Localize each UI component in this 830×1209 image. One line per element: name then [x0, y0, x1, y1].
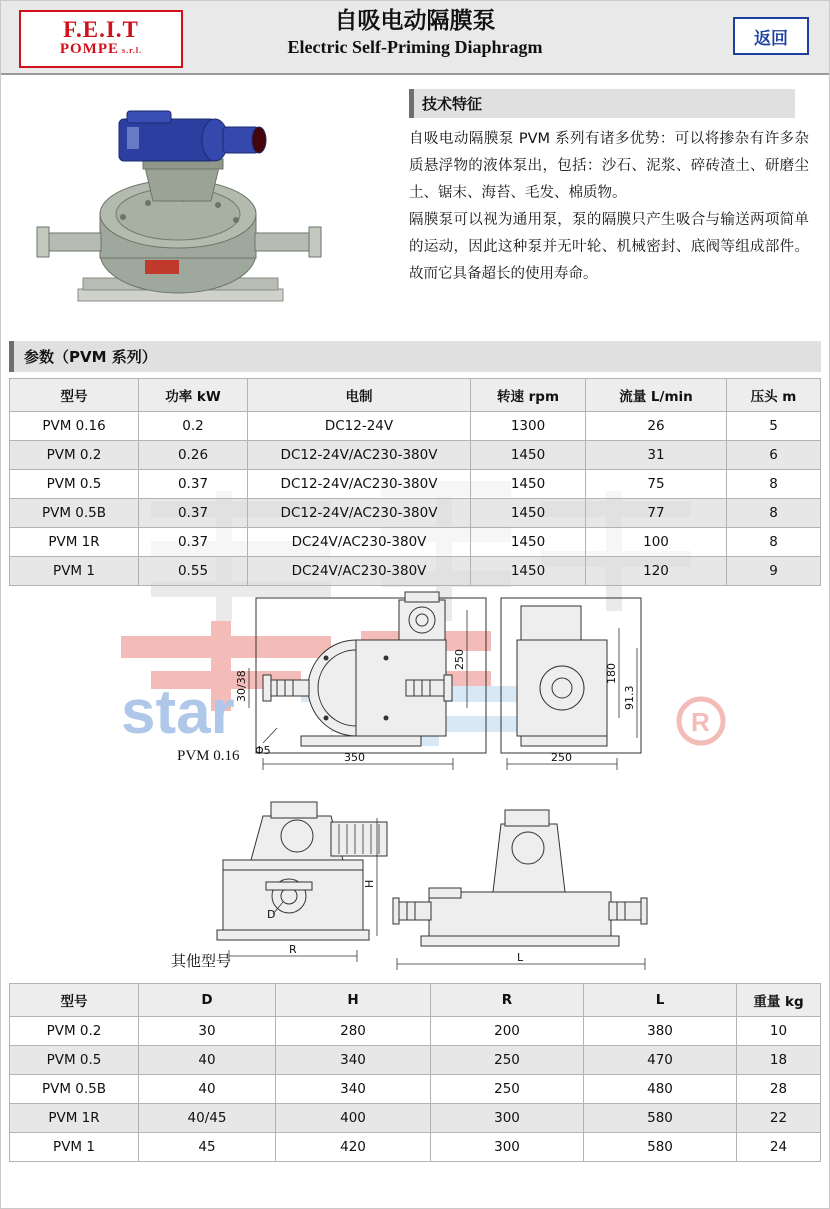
page-header — [1, 1, 829, 75]
dimensions-table — [9, 983, 821, 1162]
title-block — [1, 7, 829, 59]
col-l: L — [584, 984, 737, 1017]
cell-model: PVM 1 — [10, 1133, 139, 1162]
cell-model: PVM 0.5 — [10, 1046, 139, 1075]
cell-head: 8 — [727, 528, 821, 557]
cell-r: 300 — [431, 1133, 584, 1162]
cell-weight: 24 — [737, 1133, 821, 1162]
cell-model: PVM 0.5 — [10, 470, 139, 499]
cell-speed: 1450 — [471, 470, 586, 499]
page-title-en: Electric Self-Priming Diaphragm — [287, 37, 543, 57]
table-row — [10, 557, 821, 586]
col-d: D — [139, 984, 276, 1017]
cell-voltage: DC24V/AC230-380V — [248, 528, 471, 557]
col-flow: 流量 L/min — [586, 379, 727, 412]
cell-weight: 22 — [737, 1104, 821, 1133]
params-heading: 参数（PVM 系列） — [9, 341, 821, 372]
cell-l: 380 — [584, 1017, 737, 1046]
cell-speed: 1450 — [471, 499, 586, 528]
col-power: 功率 kW — [139, 379, 248, 412]
cell-l: 470 — [584, 1046, 737, 1075]
tech-paragraph-1: 自吸电动隔膜泵 PVM 系列有诸多优势：可以将掺杂有许多杂质悬浮物的液体泵出，包括：沙石、泥浆、碎砖渣土、研磨尘土、锯末、海苔、毛发、棉质物。 — [409, 131, 809, 201]
table-row — [10, 1133, 821, 1162]
cell-flow: 100 — [586, 528, 727, 557]
col-model: 型号 — [10, 379, 139, 412]
cell-model: PVM 0.5B — [10, 499, 139, 528]
svg-text:250: 250 — [453, 649, 466, 670]
cell-speed: 1450 — [471, 441, 586, 470]
svg-text:L: L — [517, 951, 524, 964]
tech-features-block — [409, 89, 809, 288]
cell-flow: 120 — [586, 557, 727, 586]
svg-text:D: D — [267, 908, 276, 921]
cell-power: 0.55 — [139, 557, 248, 586]
page-title-cn: 自吸电动隔膜泵 — [334, 8, 496, 34]
cell-speed: 1300 — [471, 412, 586, 441]
svg-text:30/38: 30/38 — [235, 670, 248, 702]
cell-weight: 28 — [737, 1075, 821, 1104]
svg-text:R: R — [691, 707, 710, 737]
cell-h: 420 — [276, 1133, 431, 1162]
params-table — [9, 378, 821, 586]
cell-head: 8 — [727, 499, 821, 528]
col-r: R — [431, 984, 584, 1017]
cell-d: 40/45 — [139, 1104, 276, 1133]
cell-h: 400 — [276, 1104, 431, 1133]
table-row — [10, 528, 821, 557]
cell-h: 280 — [276, 1017, 431, 1046]
col-weight: 重量 kg — [737, 984, 821, 1017]
cell-l: 580 — [584, 1133, 737, 1162]
cell-r: 200 — [431, 1017, 584, 1046]
technical-drawing-other-models — [1, 788, 830, 983]
cell-weight: 10 — [737, 1017, 821, 1046]
cell-flow: 75 — [586, 470, 727, 499]
cell-power: 0.37 — [139, 499, 248, 528]
drawing1-label: PVM 0.16 — [177, 748, 240, 764]
cell-weight: 18 — [737, 1046, 821, 1075]
logo-main-text: F.E.I.T — [63, 17, 139, 42]
col-voltage: 电制 — [248, 379, 471, 412]
cell-voltage: DC12-24V/AC230-380V — [248, 499, 471, 528]
table-row — [10, 499, 821, 528]
cell-head: 5 — [727, 412, 821, 441]
cell-d: 40 — [139, 1046, 276, 1075]
product-photo — [23, 93, 383, 333]
cell-r: 250 — [431, 1046, 584, 1075]
tech-features-heading: 技术特征 — [409, 89, 795, 118]
cell-d: 40 — [139, 1075, 276, 1104]
cell-speed: 1450 — [471, 557, 586, 586]
cell-voltage: DC12-24V/AC230-380V — [248, 470, 471, 499]
cell-h: 340 — [276, 1075, 431, 1104]
cell-r: 300 — [431, 1104, 584, 1133]
svg-text:R: R — [289, 943, 297, 956]
svg-text:star: star — [121, 678, 235, 747]
logo-sub-suffix: s.r.l. — [122, 46, 143, 55]
cell-model: PVM 1R — [10, 1104, 139, 1133]
cell-model: PVM 0.16 — [10, 412, 139, 441]
cell-head: 9 — [727, 557, 821, 586]
tech-paragraph-2: 隔膜泵可以视为通用泵，泵的隔膜只产生吸合与输送两项简单的运动，因此这种泵并无叶轮、机械密封、底阀等组成部件。故而它具备超长的使用寿命。 — [409, 212, 809, 282]
cell-head: 6 — [727, 441, 821, 470]
cell-voltage: DC12-24V/AC230-380V — [248, 441, 471, 470]
cell-h: 340 — [276, 1046, 431, 1075]
cell-speed: 1450 — [471, 528, 586, 557]
col-head: 压头 m — [727, 379, 821, 412]
technical-drawing-pvm016 — [1, 588, 830, 788]
table-row — [10, 1104, 821, 1133]
cell-power: 0.37 — [139, 528, 248, 557]
logo-sub-label: POMPE — [59, 41, 119, 57]
cell-power: 0.2 — [139, 412, 248, 441]
cell-model: PVM 1 — [10, 557, 139, 586]
cell-d: 30 — [139, 1017, 276, 1046]
cell-l: 580 — [584, 1104, 737, 1133]
svg-text:Φ5: Φ5 — [255, 744, 271, 757]
cell-model: PVM 0.2 — [10, 1017, 139, 1046]
cell-power: 0.26 — [139, 441, 248, 470]
cell-flow: 31 — [586, 441, 727, 470]
cell-d: 45 — [139, 1133, 276, 1162]
svg-text:250: 250 — [551, 751, 572, 764]
cell-l: 480 — [584, 1075, 737, 1104]
col-h: H — [276, 984, 431, 1017]
cell-voltage: DC12-24V — [248, 412, 471, 441]
table-row — [10, 470, 821, 499]
svg-text:H: H — [363, 879, 376, 888]
back-button[interactable]: 返回 — [733, 17, 809, 55]
col-model: 型号 — [10, 984, 139, 1017]
table-row — [10, 1046, 821, 1075]
drawing2-label: 其他型号 — [171, 952, 232, 970]
cell-head: 8 — [727, 470, 821, 499]
cell-r: 250 — [431, 1075, 584, 1104]
table-header-row — [10, 379, 821, 412]
table-header-row — [10, 984, 821, 1017]
svg-text:350: 350 — [344, 751, 365, 764]
cell-model: PVM 1R — [10, 528, 139, 557]
cell-flow: 26 — [586, 412, 727, 441]
tech-features-body — [409, 126, 809, 288]
cell-model: PVM 0.5B — [10, 1075, 139, 1104]
cell-flow: 77 — [586, 499, 727, 528]
table-row — [10, 441, 821, 470]
table-row — [10, 1017, 821, 1046]
table-row — [10, 1075, 821, 1104]
product-overview-section — [1, 75, 829, 337]
svg-text:91.3: 91.3 — [623, 685, 636, 710]
cell-power: 0.37 — [139, 470, 248, 499]
svg-text:180: 180 — [605, 663, 618, 684]
cell-voltage: DC24V/AC230-380V — [248, 557, 471, 586]
cell-model: PVM 0.2 — [10, 441, 139, 470]
table-row — [10, 412, 821, 441]
col-speed: 转速 rpm — [471, 379, 586, 412]
